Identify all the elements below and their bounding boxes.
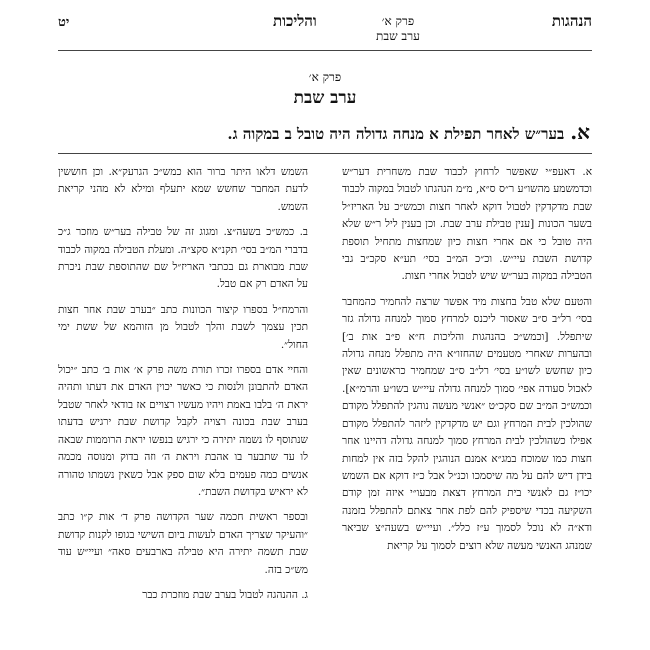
header-chapter-number: פרק א׳ (381, 14, 415, 28)
commentary-paragraph: ב. כמש״כ בשעה״צ. ומגוג זה של טבילה בער״ש מוזכר ג״כ בדברי המ״ב בסי׳ תקנ״א סקצ״ה. ומעלת הטבילה במקוה לכבוד שבת מבוארת גם בכתבי האריז״ל שם שהתוספת שבת ניכרת על האדם רק אם טבל. (58, 226, 308, 291)
commentary-paragraph: ובספר ראשית חכמה שער הקדושה פרק ד׳ אות ק״ו כתב ״והעיקר שצריך האדם לעשות ביום השישי בגופו לקנות קדושת שבת תשמה יתירה היא טבילה בארבעים סאה״ ועיי״ש עוד מש״כ בזה. (58, 511, 308, 576)
commentary-right-column (342, 164, 592, 650)
header-chapter (376, 14, 420, 44)
header-book-title-left: והליכות (273, 12, 317, 30)
main-text-line (150, 120, 590, 145)
footnote-divider (58, 153, 592, 154)
commentary-paragraph: והטעם שלא טבל בחצות מיד אפשר שרצה להחמיר כהמחבר בסי׳ רל״ב ס״ב שאסור ליכנס למרחץ סמוך למנחה גדולה גזר שיתפלל. [וכמש״כ בהנהגות והליכות ח״א פ״ב אות ב׳] ובהערות שאחרי מטעמים שהחזו״א היה מתפלל מנחה גדולה כיון שחשש לשו״ע בסי׳ רל״ב ס״ב שמחמיר כראשונים שאין לאכול סעודה אפי׳ סמוך למנחה גדולה עיי״ש בשו״ע והרמ״א]. וכמש״כ המ״ב שם סקכ״ט ״אנשי מעשה נוהגין להתפלל מקודם שהולכין לבית המרחץ וגם יש מדקדקין ליזהר להתפלל מקודם אפילו כשהולכין לבית המרחץ סמוך למנחה גדולה דהיינו אחר חצות כמו שמוכח במג״א אמנם הנוהגין להקל בזה אין למחות בידן דיש להם על מה שיסמכו וכנ״ל אבל כ״ז דוקא אם השמש יכו״ז גם לאנשי בית המרחץ דצאת מבעו״י איזה זמן קודם השקיעה בכדי שיספיק להם לפת אחר צאתם להתפלל בזמנה ודא״ה לא נוכל לסמוך ע״ז כלל״. ועיי״ש בשעה״צ שביאר שמנהג האנשי מעשה שלא רוצים לסמוך על קריאת (342, 295, 592, 552)
header-book-title-right: הנהגות (551, 12, 592, 30)
commentary-left-column (58, 164, 308, 650)
running-header (58, 12, 592, 48)
chapter-label: פרק א׳ (308, 70, 342, 84)
header-chapter-subtitle: ערב שבת (376, 29, 420, 43)
commentary-paragraph: והחיי אדם בספרו זכרו תורת משה פרק א׳ אות ב׳ כתב ״יכול האדם להתבונן ולנסות כי כאשר יכוין האדם את דעתו ותהיה יראת ה׳ בלבו באמת ויהיו מעשיו רצויים אז בודאי לאחר שטבל בערב שבת בכונה רצויה לקבל קדושת שבת ירגיש בדעתו שנתוסף לו נשמה יתירה כי ירגיש בנפשו יראת הרוממות שבאה לו עד שתבער בו אהבת ויראת ה׳ וזה בדוק ומנוסה מכמה אנשים כמה פעמים בלא שום ספק אבל כשאין נשמתו טהורה לא יראיש בקדושת השבת״. (58, 364, 308, 498)
commentary-paragraph: א. דאעפ״י שאפשר לרחוץ לכבוד שבת משחרית דער״ש וכדמשמע מהשו״ע ר״ס ס״א, מ״מ הנהגתו לטבול במקוה לכבוד שבת מדקדקין לטבול דוקא לאחר חצות וכמש״כ על האריז״ל בשער הכונות [ענין טבילת ערב שבת. וכן בענין ליל ר״ש שלא היה טובל כי אם אחרי חצות כיון שמחצות מתחיל תוספת קדושת השבת עיי״ש. וכ״כ המ״ב בסי׳ תע״א סקכ״ב גבי הטבילה במקוה בער״ש שיש לטבול אחרי חצות. (342, 166, 592, 283)
page-number: יט (58, 15, 70, 30)
commentary-paragraph: השמש דלאו היתר ברור הוא כמש״כ הגרעק״א. וכן חוששין לדעת המחבר שחשש שמא יתעלף ומילא לא מהני קריאת השמש. (58, 166, 308, 213)
section-heading: ערב שבת (293, 88, 357, 108)
main-text-body: בער״ש לאחר תפילת א מנחה גדולה היה טובל ב במקוה ג. (227, 125, 565, 143)
header-divider (58, 50, 592, 51)
commentary-paragraph: ג. ההנהגה לטבול בערב שבת מוזכרת כבר (142, 588, 308, 601)
commentary-paragraph: והרמח״ל בספרו קיצור הכוונות כתב ״בערב שבת אחר חצות תכין עצמך לשבת והלך לטבול מן הזוהמא של ששת ימי החול״. (58, 303, 308, 351)
main-text-number: א. (570, 120, 590, 144)
